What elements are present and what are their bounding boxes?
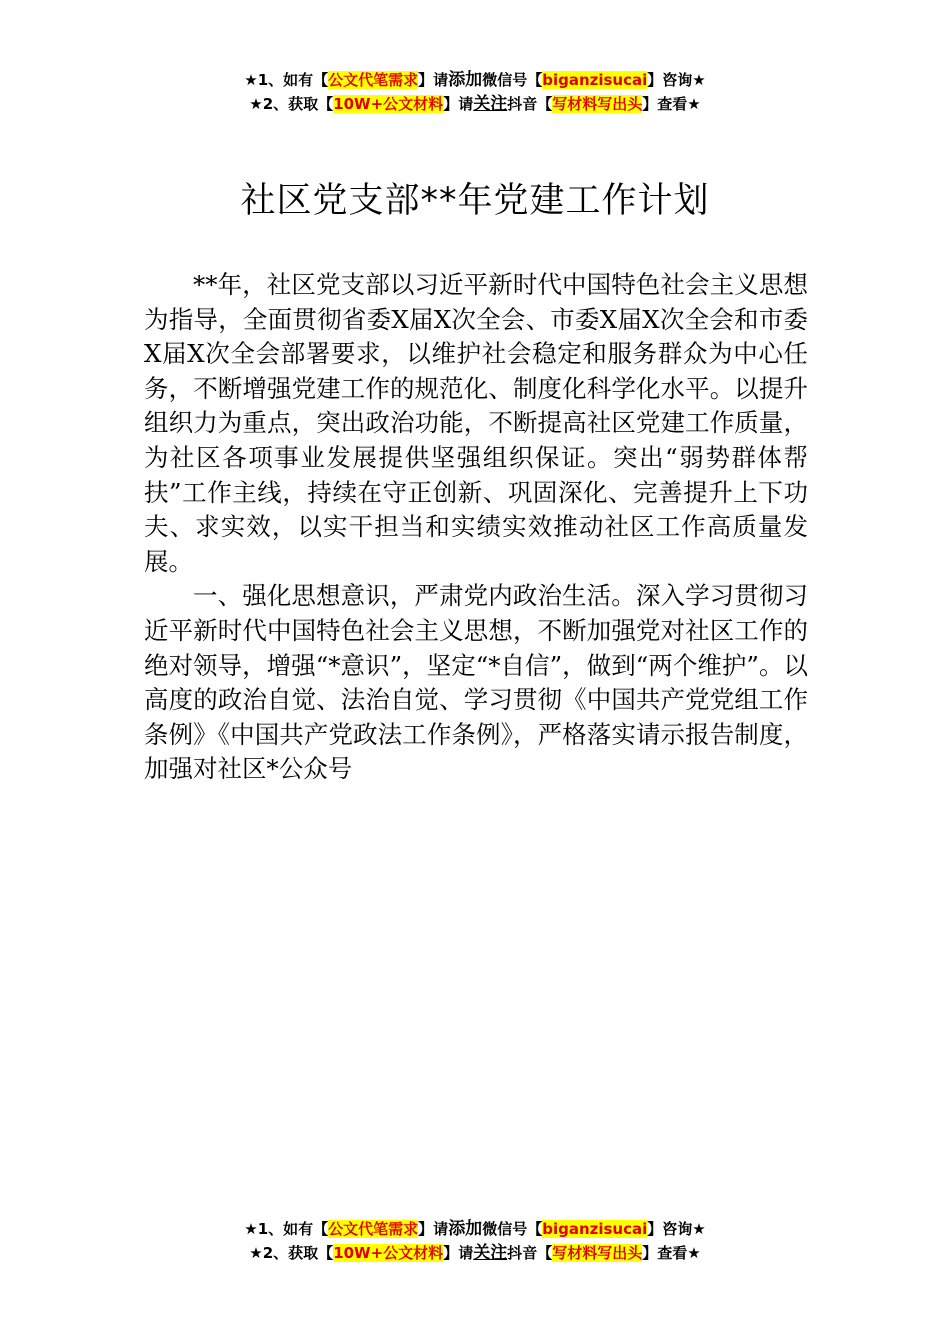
banner-text: 】请 bbox=[418, 71, 449, 89]
paragraph-section-1: 一、强化思想意识，严肃党内政治生活。深入学习贯彻习近平新时代中国特色社会主义思想，不断加强党对社区工作的绝对领导，增强“*意识”，坚定“*自信”，做到“两个维护”。以高度的政治自觉、法治自觉、学习贯彻《中国共产党党组工作条例》《中国共产党政法工作条例》，严格落实请示报告制度，加强对社区*公众号 bbox=[144, 581, 808, 784]
banner-line-1 bbox=[0, 68, 950, 92]
banner-text: 】查看★ bbox=[642, 1244, 701, 1262]
banner-text: ★1、如有【 bbox=[244, 1220, 329, 1238]
paragraph-intro: **年，社区党支部以习近平新时代中国特色社会主义思想为指导，全面贯彻省委X届X次全会、市委X届X次全会和市委X届X次全会部署要求，以维护社会稳定和服务群众为中心任务，不断增强党建工作的规范化、制度化科学化水平。以提升组织力为重点，突出政治功能，不断提高社区党建工作质量，为社区各项事业发展提供坚强组织保证。突出“弱势群体帮扶”工作主线，持续在守正创新、巩固深化、完善提升上下功夫、求实效，以实干担当和实绩实效推动社区工作高质量发展。 bbox=[144, 270, 808, 576]
highlight-douyin: 写材料写出头 bbox=[552, 95, 643, 113]
banner-emphasis: 关注 bbox=[473, 1243, 508, 1263]
banner-line-2 bbox=[0, 1241, 950, 1265]
banner-text: ★1、如有【 bbox=[244, 71, 329, 89]
banner-text: 抖音【 bbox=[507, 1244, 553, 1262]
banner-text: 】请 bbox=[443, 1244, 474, 1262]
banner-text: 】咨询★ bbox=[647, 1220, 706, 1238]
document-body bbox=[144, 268, 808, 787]
banner-text: 抖音【 bbox=[507, 95, 553, 113]
top-banner bbox=[0, 68, 950, 116]
highlight-service: 公文代笔需求 bbox=[328, 1220, 419, 1238]
banner-emphasis: 添加 bbox=[448, 1219, 483, 1239]
banner-text: 】查看★ bbox=[642, 95, 701, 113]
bottom-banner bbox=[0, 1217, 950, 1265]
banner-text: 微信号【 bbox=[482, 71, 543, 89]
banner-line-1 bbox=[0, 1217, 950, 1241]
banner-text: ★2、获取【 bbox=[249, 1244, 334, 1262]
highlight-materials: 10W+公文材料 bbox=[333, 1244, 444, 1262]
highlight-materials: 10W+公文材料 bbox=[333, 95, 444, 113]
highlight-service: 公文代笔需求 bbox=[328, 71, 419, 89]
banner-emphasis: 关注 bbox=[473, 94, 508, 114]
highlight-wechat-id: biganzisucai bbox=[542, 1220, 648, 1238]
highlight-douyin: 写材料写出头 bbox=[552, 1244, 643, 1262]
document-title: 社区党支部**年党建工作计划 bbox=[240, 181, 710, 221]
banner-emphasis: 添加 bbox=[448, 70, 483, 90]
banner-text: 】咨询★ bbox=[647, 71, 706, 89]
banner-text: 】请 bbox=[418, 1220, 449, 1238]
banner-text: 微信号【 bbox=[482, 1220, 543, 1238]
banner-text: 】请 bbox=[443, 95, 474, 113]
banner-line-2 bbox=[0, 92, 950, 116]
highlight-wechat-id: biganzisucai bbox=[542, 71, 648, 89]
banner-text: ★2、获取【 bbox=[249, 95, 334, 113]
